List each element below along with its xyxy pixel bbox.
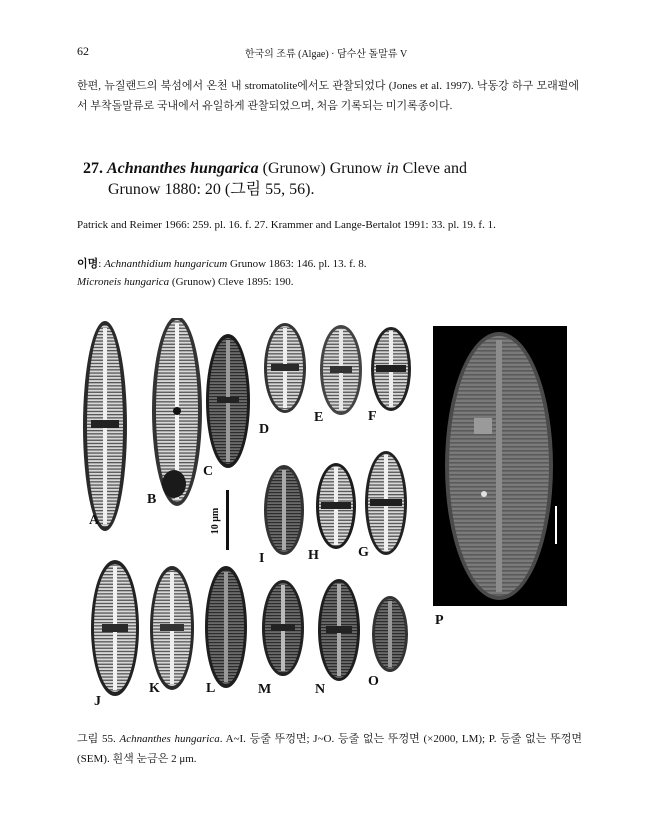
scale-bar: [226, 490, 229, 550]
panel-label-I: I: [259, 551, 265, 566]
diatom-L: [205, 566, 247, 688]
diatom-K: [150, 566, 194, 690]
panel-label-J: J: [94, 694, 101, 709]
synonym-sep: :: [98, 258, 105, 270]
diatom-E: [320, 325, 362, 415]
diatom-N: [318, 579, 360, 681]
caption-prefix: 그림 55.: [77, 733, 120, 745]
synonyms: [77, 255, 587, 291]
intro-paragraph: 한편, 뉴질랜드의 북섬에서 온천 내 stromatolite에서도 관찰되었다 (Jones et al. 1997). 낙동강 하구 모래펄에서 부착돌말류로 국내에서 유일하게 관찰되었으며, 처음 기록되는 미기록종이다.: [77, 80, 579, 112]
panel-label-M: M: [258, 682, 272, 697]
caption-body: . A~I. 등줄 뚜껑면; J~O. 등줄 없는 뚜껑면 (×2000, LM); P. 등줄 없는 뚜껑면(SEM). 흰색 눈금은 2 μm.: [77, 733, 583, 765]
diatom-F: [371, 327, 411, 411]
panel-label-H: H: [308, 548, 319, 563]
panel-label-K: K: [149, 681, 160, 696]
species-number: 27.: [83, 160, 103, 177]
figure-plate: [78, 318, 578, 713]
panel-label-F: F: [368, 409, 377, 424]
diatom-P: [445, 332, 553, 600]
scale-bar-label: 10 μm: [210, 507, 221, 535]
species-authority-in: in: [386, 160, 399, 177]
synonym-line-2: [77, 273, 587, 291]
panel-label-E: E: [314, 410, 324, 425]
synonym-2-name: Microneis hungarica: [77, 276, 170, 288]
sem-scale-bar: [555, 506, 557, 544]
panel-label-A: A: [89, 513, 100, 528]
diatom-G: [365, 451, 407, 555]
panel-label-P: P: [435, 613, 444, 628]
page-number: 62: [77, 44, 89, 58]
panel-label-C: C: [203, 464, 214, 479]
caption-species: Achnanthes hungarica: [119, 733, 220, 745]
panel-label-L: L: [206, 681, 216, 696]
panel-label-O: O: [368, 674, 379, 689]
diatom-I: [264, 465, 304, 555]
species-heading-line2: Grunow 1880: 20 (그림 55, 56).: [108, 181, 315, 198]
diatom-H: [316, 463, 356, 549]
synonym-line-1: [77, 255, 587, 273]
diatom-J: [91, 560, 139, 696]
synonym-2-citation: (Grunow) Cleve 1895: 190.: [169, 276, 294, 288]
synonym-1-citation: Grunow 1863: 146. pl. 13. f. 8.: [227, 258, 367, 270]
diatom-C: [206, 334, 250, 468]
species-authority-a: (Grunow) Grunow: [258, 160, 387, 177]
panel-label-N: N: [315, 682, 326, 697]
synonym-1-name: Achnanthidium hungaricum: [104, 258, 228, 270]
species-authority-b: Cleve and: [398, 160, 468, 177]
diatom-B: [152, 318, 202, 506]
diatom-A: [83, 321, 127, 531]
diatom-D: [264, 323, 306, 413]
running-header: 한국의 조류 (Algae) · 담수산 돌말류 V: [244, 49, 408, 60]
species-name: Achnanthes hungarica: [107, 160, 259, 177]
figure-caption: [77, 729, 582, 769]
panel-label-D: D: [259, 422, 270, 437]
figure-plate-svg: [78, 318, 578, 713]
references: Patrick and Reimer 1966: 259. pl. 16. f. 27. Krammer and Lange-Bertalot 1991: 33. pl. 19. f. 1.: [77, 219, 496, 231]
synonym-label: 이명: [77, 258, 99, 270]
diatom-O: [372, 596, 408, 672]
panel-label-G: G: [358, 545, 369, 560]
diatom-M: [262, 580, 304, 676]
species-heading: [83, 158, 583, 200]
panel-label-B: B: [147, 492, 157, 507]
